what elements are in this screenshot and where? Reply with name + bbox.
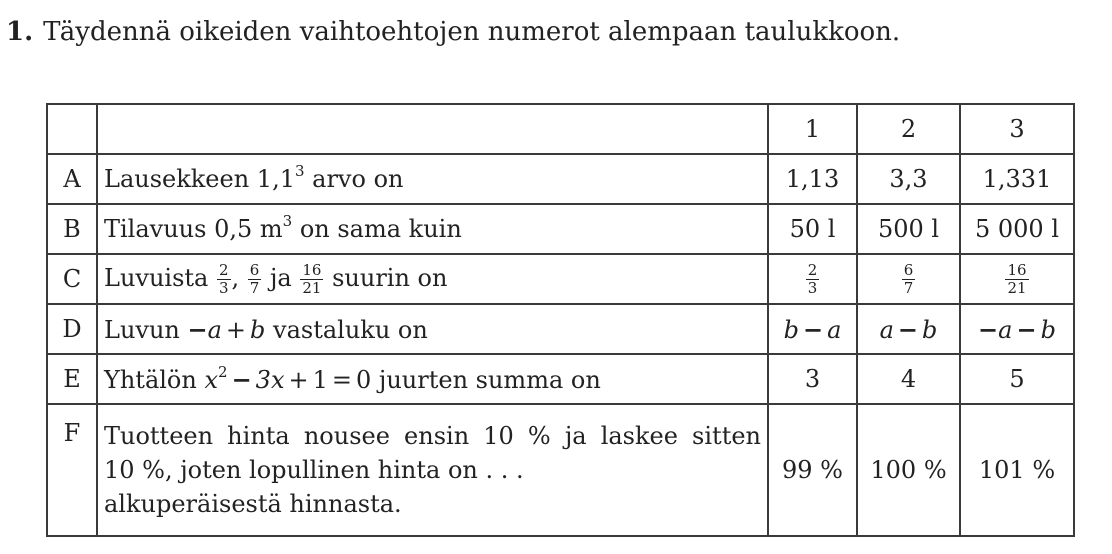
table-row-c bbox=[47, 254, 1074, 304]
fraction-numerator: 2 bbox=[807, 260, 818, 279]
fraction-numerator: 6 bbox=[249, 260, 260, 279]
statement-line: alkuperäisestä hinnasta. bbox=[104, 490, 402, 518]
statement-text: Tilavuus 0,5 m bbox=[104, 215, 283, 243]
fraction bbox=[217, 260, 231, 297]
row-statement bbox=[97, 354, 768, 404]
math-variable: b bbox=[922, 315, 938, 344]
math-variable: b bbox=[783, 315, 799, 344]
option-cell-1: 1,13 bbox=[768, 154, 857, 204]
row-letter: F bbox=[47, 404, 97, 536]
fraction bbox=[300, 260, 323, 297]
fraction-numerator: 16 bbox=[302, 260, 322, 279]
option-cell-1: 50 l bbox=[768, 204, 857, 254]
row-statement bbox=[97, 404, 768, 536]
statement-text: Luvun bbox=[104, 315, 188, 344]
table-row-d bbox=[47, 304, 1074, 354]
fraction-numerator: 16 bbox=[1007, 260, 1027, 279]
fraction-denominator: 3 bbox=[807, 278, 818, 297]
math-operator: − bbox=[231, 364, 252, 394]
header-option-1: 1 bbox=[768, 104, 857, 154]
math-operator: − bbox=[187, 314, 208, 344]
option-cell-3: 101 % bbox=[960, 404, 1074, 536]
math-operator: = bbox=[331, 365, 352, 394]
fraction bbox=[902, 260, 916, 297]
math-operator: + bbox=[288, 365, 309, 394]
option-cell-3: 5 000 l bbox=[960, 204, 1074, 254]
option-cell-1: 99 % bbox=[768, 404, 857, 536]
task-number: 1. bbox=[6, 17, 34, 47]
row-statement bbox=[97, 154, 768, 204]
statement-text: vastaluku on bbox=[265, 315, 428, 344]
row-letter: A bbox=[47, 154, 97, 204]
statement-line: Tuotteen hinta nousee ensin 10 % ja laskee sitten bbox=[104, 422, 761, 450]
statement-text: ja bbox=[262, 263, 300, 292]
option-cell-1 bbox=[768, 304, 857, 354]
fraction-numerator: 2 bbox=[218, 260, 229, 279]
row-statement bbox=[97, 304, 768, 354]
statement-text: juurten summa on bbox=[371, 365, 601, 394]
math-number: 1 bbox=[312, 365, 328, 394]
statement-text: arvo on bbox=[304, 165, 404, 193]
math-variable: a bbox=[998, 315, 1013, 344]
option-cell-2: 3,3 bbox=[857, 154, 960, 204]
statement-line: 10 %, joten lopullinen hinta on . . . bbox=[104, 456, 524, 484]
option-cell-2: 500 l bbox=[857, 204, 960, 254]
math-operator: − bbox=[802, 314, 824, 344]
math-variable: a bbox=[207, 315, 222, 344]
option-cell-1 bbox=[768, 254, 857, 304]
math-variable: b bbox=[1040, 315, 1056, 344]
header-option-3: 3 bbox=[960, 104, 1074, 154]
option-cell-3: 1,331 bbox=[960, 154, 1074, 204]
math-operator: − bbox=[1016, 314, 1037, 344]
answer-options-table bbox=[46, 103, 1075, 537]
option-cell-3 bbox=[960, 304, 1074, 354]
math-operator: + bbox=[225, 315, 247, 344]
fraction bbox=[248, 260, 262, 297]
option-cell-2: 100 % bbox=[857, 404, 960, 536]
statement-exponent: 2 bbox=[218, 362, 228, 381]
statement-text: suurin on bbox=[324, 263, 448, 292]
table-header-row bbox=[47, 104, 1074, 154]
header-empty-statement-cell bbox=[97, 104, 768, 154]
table-row-e bbox=[47, 354, 1074, 404]
fraction-denominator: 3 bbox=[218, 278, 229, 297]
row-letter: B bbox=[47, 204, 97, 254]
option-cell-3 bbox=[960, 254, 1074, 304]
option-cell-2: 4 bbox=[857, 354, 960, 404]
row-letter: E bbox=[47, 354, 97, 404]
statement-exponent: 3 bbox=[282, 212, 293, 230]
row-letter: C bbox=[47, 254, 97, 304]
fraction-denominator: 7 bbox=[903, 278, 914, 297]
option-cell-1: 3 bbox=[768, 354, 857, 404]
fraction bbox=[806, 260, 820, 297]
fraction-denominator: 21 bbox=[1007, 278, 1027, 297]
task-heading bbox=[6, 14, 900, 50]
math-operator: − bbox=[897, 314, 919, 344]
row-letter: D bbox=[47, 304, 97, 354]
option-cell-2 bbox=[857, 254, 960, 304]
header-empty-letter-cell bbox=[47, 104, 97, 154]
option-cell-3: 5 bbox=[960, 354, 1074, 404]
option-cell-2 bbox=[857, 304, 960, 354]
math-variable: a bbox=[879, 315, 894, 344]
statement-text: , bbox=[231, 263, 247, 292]
math-number: 0 bbox=[355, 365, 372, 394]
statement-text: Luvuista bbox=[104, 263, 216, 292]
statement-text: Lausekkeen 1,1 bbox=[104, 165, 295, 193]
math-variable: a bbox=[827, 315, 842, 344]
table-row-f bbox=[47, 404, 1074, 536]
fraction-denominator: 7 bbox=[249, 278, 260, 297]
task-instruction: Täydennä oikeiden vaihtoehtojen numerot alempaan taulukkoon. bbox=[43, 17, 901, 47]
fraction bbox=[1005, 260, 1028, 297]
math-variable: x bbox=[204, 365, 219, 394]
statement-exponent: 3 bbox=[294, 162, 305, 180]
header-option-2: 2 bbox=[857, 104, 960, 154]
math-operator: − bbox=[978, 314, 999, 344]
statement-text: on sama kuin bbox=[292, 215, 462, 243]
fraction-denominator: 21 bbox=[302, 278, 322, 297]
math-variable: b bbox=[250, 315, 266, 344]
row-statement bbox=[97, 254, 768, 304]
row-statement bbox=[97, 204, 768, 254]
table-row-b bbox=[47, 204, 1074, 254]
statement-text: Yhtälön bbox=[104, 365, 205, 394]
fraction-numerator: 6 bbox=[903, 260, 914, 279]
math-term: 3x bbox=[255, 365, 285, 394]
table-row-a bbox=[47, 154, 1074, 204]
